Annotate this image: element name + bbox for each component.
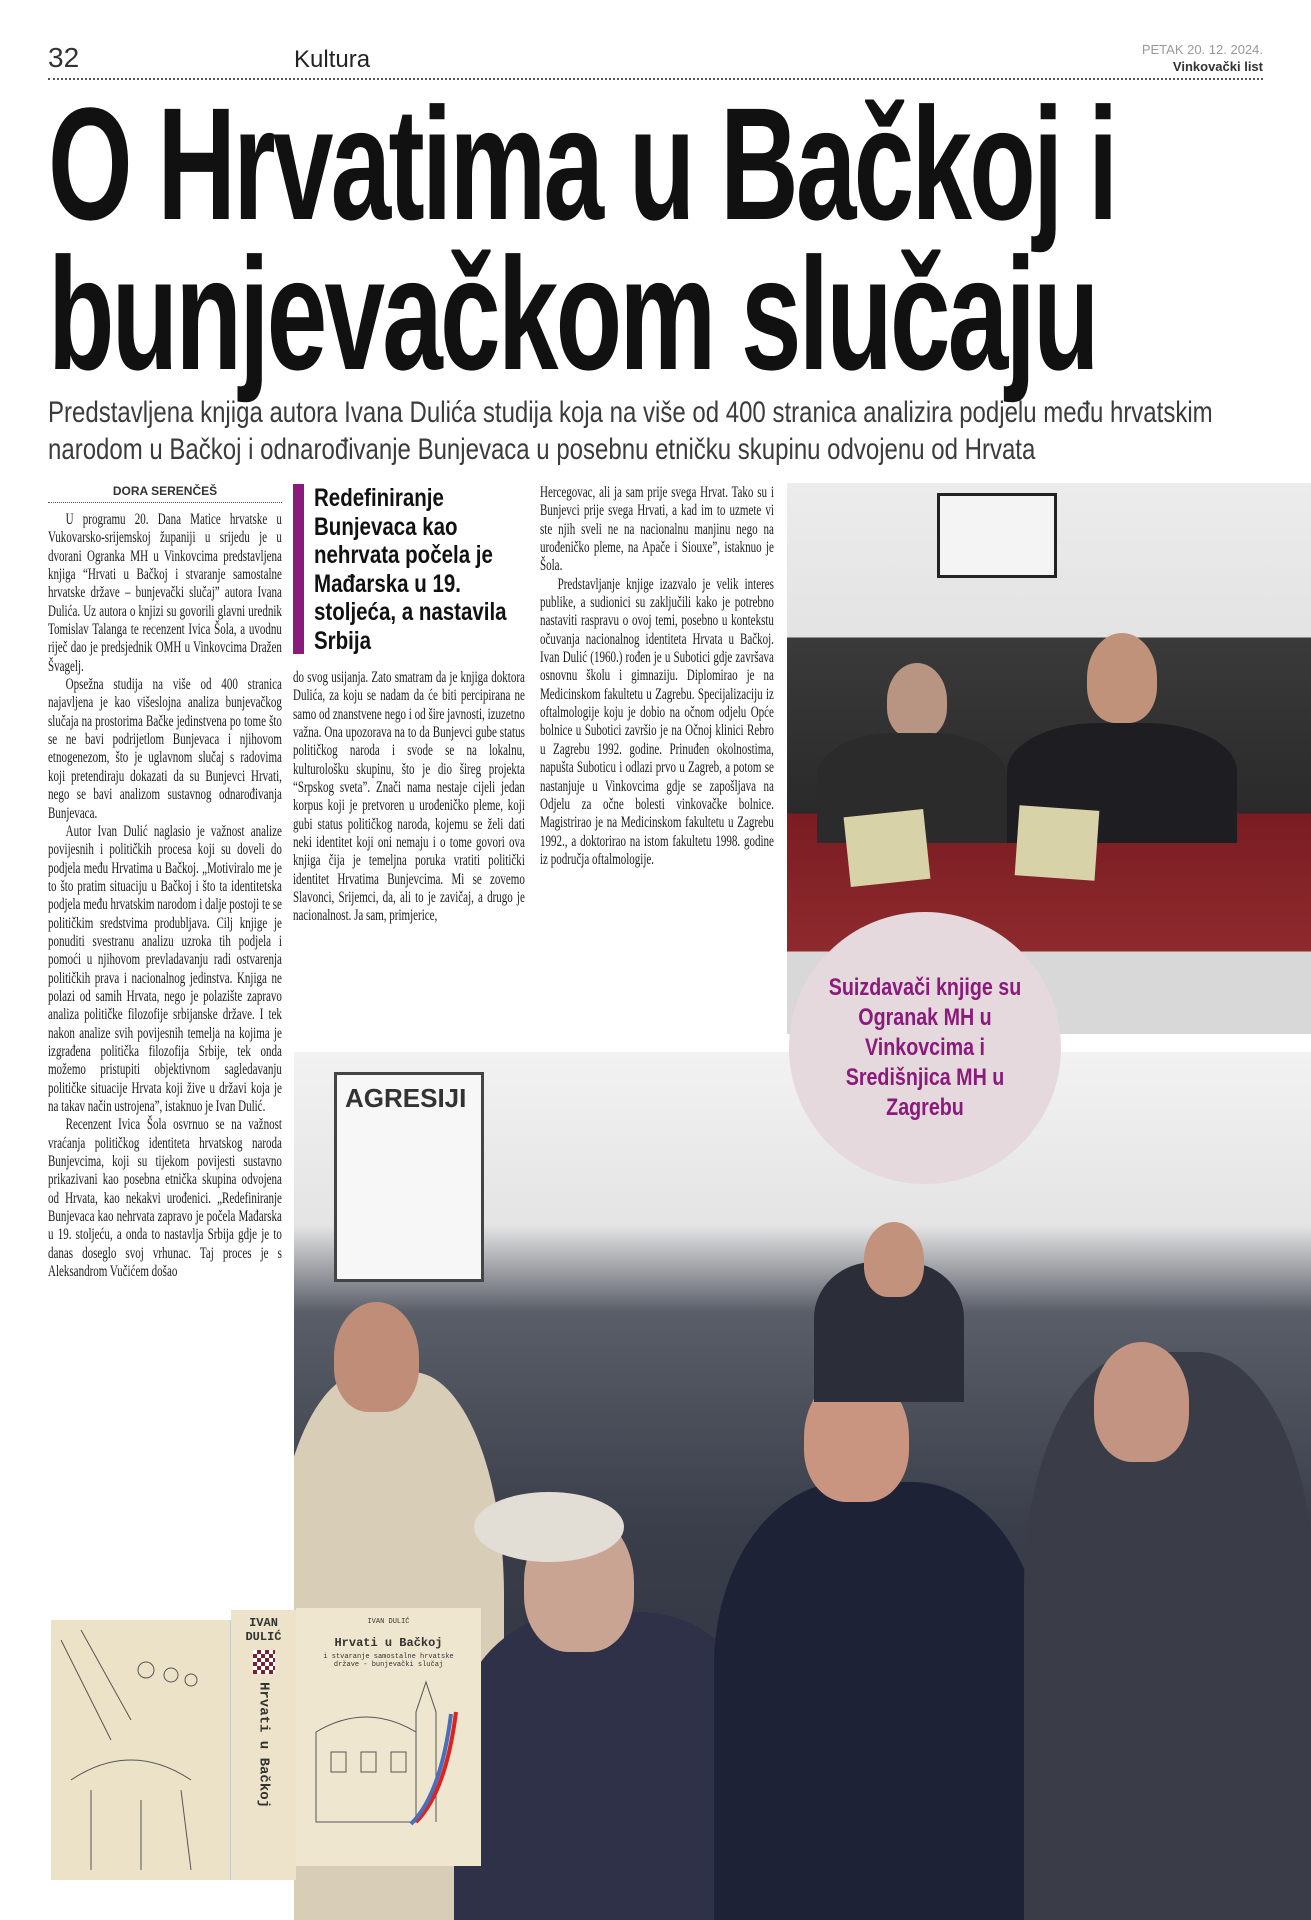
circle-quote-text: Suizdavači knjige su Ogranak MH u Vinkovcima i Središnjica MH u Zagrebu (828, 974, 1022, 1121)
soldiers-illustration (51, 1620, 231, 1880)
audience-face (864, 1222, 924, 1297)
book-on-table (1015, 805, 1100, 880)
pull-quote (293, 484, 518, 654)
audience-member (714, 1482, 1044, 1920)
book-front-cover (296, 1608, 481, 1866)
paragraph: Hercegovac, ali ja sam prije svega Hrvat. Tako su i Bunjevci prije svega Hrvati, a kad im to uzmete vi ste njih sveli ne na nacionalnu manjinu nego na urođeničko pleme, na Apače i Siouxe”, istaknuo je Šola. (540, 483, 774, 575)
cover-subtitle: i stvaranje samostalne hrvatske države - bunjevački slučaj (323, 1653, 454, 1669)
speaker-left (887, 663, 947, 738)
speaker-right (1087, 633, 1157, 723)
page-number: 32 (48, 42, 80, 73)
pull-quote-text: Redefiniranje Bunjevaca kao nehrvata počela je Mađarska u 19. stoljeća, a nastavila Srbija (314, 484, 507, 655)
headline-line-2: bunjevačkom slučaju (48, 224, 1097, 403)
audience-face (1094, 1342, 1189, 1462)
article-column-3 (540, 483, 774, 868)
paragraph: do svog usijanja. Zato smatram da je knjiga doktora Dulića, za koju se nadam da će biti percipirana ne samo od znanstvene nego i od šire javnosti, izuzetno važna. Ona upozorava na to da Bunjevci gube status političkog naroda i svode se na lokalnu, kulturološku skupinu, što je dio šireg projekta “Srpskog sveta”. Znači nama nestaje cijeli jedan korpus koji je pretvoren u urođeničko pleme, koji gubi status političkog naroda, kojemu se želi dati neki identitet koji oni nemaju i o tome govori ova knjiga čija je temeljna poruka vratiti politički identitet Hrvatima Bunjevcima. Mi se zovemo Slavonci, Srijemci, da, ali to je zavičaj, a drugo je nacionalnost. Ja sam, primjerice, (293, 668, 525, 925)
spine-author: IVAN DULIĆ (245, 1616, 282, 1644)
headline-line-1: O Hrvatima u Bačkoj i (48, 74, 1116, 253)
building-flag-illustration (296, 1672, 481, 1832)
poster-text: AGRESIJI (345, 1083, 467, 1113)
book-spine (231, 1610, 296, 1880)
paragraph: U programu 20. Dana Matice hrvatske u Vukovarsko-srijemskoj županiji u srijedu je u dvorani Ogranka MH u Vinkovcima predstavljena knjiga “Hrvati u Bačkoj i stvaranje samostalne hrvatske države – bunjevački slučaj” autora Ivana Dulića. Uz autora o knjizi su govorili glavni urednik Tomislav Talanga te recenzent Ivica Šola, a uvodnu riječ dao je predsjednik OMH u Vinkovcima Dražen Švagelj. (48, 510, 282, 675)
article-column-1 (48, 510, 282, 1280)
newspaper-name: Vinkovački list (1172, 59, 1263, 74)
spine-title: Hrvati u Bačkoj (255, 1682, 272, 1809)
coat-of-arms-icon (253, 1650, 275, 1674)
deck-subheadline: Predstavljena knjiga autora Ivana Dulića studija koja na više od 400 stranica analizira podjelu među hrvatskim narodom u Bačkoj i odnarođivanje Bunjevaca u posebnu etničku skupinu odvojenu od Hrvata (48, 396, 1213, 466)
section-label: Kultura (294, 46, 371, 73)
cover-author: IVAN DULIĆ (367, 1618, 410, 1626)
book-on-table (844, 809, 931, 887)
book-back-cover (51, 1620, 231, 1880)
audience-face (334, 1302, 419, 1412)
framed-picture (937, 493, 1057, 578)
cover-title: Hrvati u Bačkoj (334, 1636, 443, 1650)
paragraph: Recenzent Ivica Šola osvrnuo se na važnost vraćanja političkog identiteta hrvatskog naroda Bunjevcima, koji su tijekom povijesti sustavno prikazivani kao posebna etnička skupina odvojena od Hrvata, kao nekakvi urođenici. „Redefiniranje Bunjevaca kao nehrvata zapravo je počela Mađarska u 19. stoljeću, a onda to nastavlja Srbija gdje je to danas doseglo svoj vrhunac. Taj proces je s Aleksandrom Vučićem došao (48, 1115, 282, 1281)
highlight-circle (789, 912, 1061, 1184)
issue-date: PETAK 20. 12. 2024. (1141, 42, 1263, 57)
paragraph: Autor Ivan Dulić naglasio je važnost analize povijesnih i političkih procesa koji su doveli do podjela među Hrvatima u Bačkoj. „Motiviralo me je to što pratim situaciju u Bačkoj i što ta identitetska podjela među hrvatskim narodom i dalje postoji te se političkim sredstvima produbljava. Cilj knjige je ponuditi svestranu analizu uzroka tih podjela i pomoći u njihovom prevladavanju radi ostvarenja političkih prava i nacionalnog jedinstva. Knjiga ne polazi od samih Hrvata, nego je polazište zapravo analiza političke filozofije srbijanske države. I tek nakon analize svih povijesnih temelja na kojima je izgrađena politička filozofija Srbije, tek onda možemo pristupiti objektivnom sagledavanju političke situacije Hrvata koji žive u državi koja je na takav način ustrojena”, istaknuo je Ivan Dulić. (48, 821, 282, 1115)
article-column-2 (293, 668, 525, 925)
byline: DORA SERENČEŠ (112, 484, 218, 498)
grey-hair (474, 1492, 624, 1562)
book-cover-image (46, 1600, 576, 1900)
poster (334, 1072, 484, 1282)
paragraph: Predstavljanje knjige izazvalo je velik interes publike, a sudionici su zaključili kako je potrebno nastaviti raspravu o ovoj temi, posebno u kontekstu očuvanja nacionalnog identiteta Hrvata u Bačkoj. Ivan Dulić (1960.) rođen je u Subotici gdje završava osnovnu školu i gimnaziju. Diplomirao je na Medicinskom fakultetu u Zagrebu. Specijalizaciju iz oftalmologije koju je dobio na očnom odjelu Opće bolnice u Subotici završio je na Očnoj klinici Rebro u Zagrebu 1992. godine. Prinuđen okolnostima, napušta Suboticu i odlazi prvo u Zagreb, a potom se nastanjuje u Vinkovcima gdje se zapošljava na Odjelu za očne bolesti vinkovačke bolnice. Magistrirao je na Medicinskom fakultetu u Zagrebu 1992., a doktorirao na istom fakultetu 1998. godine iz područja oftalmologije. (540, 574, 774, 868)
paragraph: Opsežna studija na više od 400 stranica najavljena je kao višeslojna analiza bunjevačkog slučaja na prostorima Bačke jedinstvena po tome što se ne bavi podrijetlom Bunjevaca i njihovom etnogenezom, što je uglavnom slučaj s radovima koji pretendiraju dokazati da su Bunjevci Hrvati, nego se bavi analizom sustavnog odnarođivanja Bunjevaca. (48, 675, 282, 822)
byline-divider (48, 502, 282, 503)
